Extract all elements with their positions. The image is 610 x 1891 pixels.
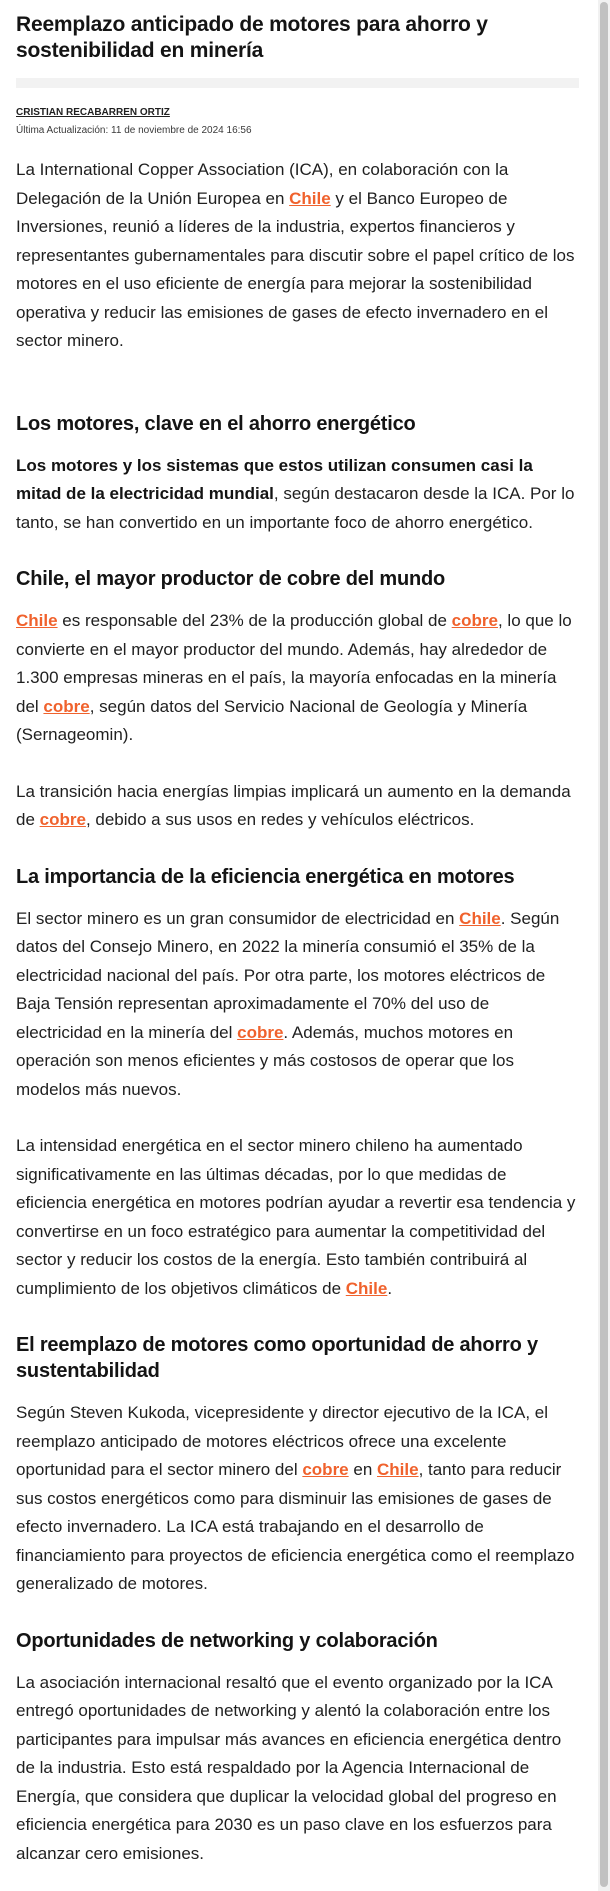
text-run: El sector minero es un gran consumidor de electricidad en: [16, 908, 460, 928]
text-run: . Según datos del Consejo Minero, en 2022 la minería consumió el 35% de la electricidad nacional del país. Por otra parte, los motores eléctricos de Baja Tensión representan aproximadamente el 70% del uso de electricidad en la minería del: [16, 908, 560, 1042]
keyword-link-chile[interactable]: Chile: [345, 1278, 388, 1298]
text-run: . Además, muchos motores en operación son menos eficientes y más costosos de operar que los modelos más nuevos.: [16, 1022, 514, 1099]
article: [16, 8, 579, 1868]
paragraph-reemplazo: [16, 1399, 579, 1599]
text-run: y el Banco Europeo de Inversiones, reunió a líderes de la industria, expertos financieros y representantes gubernamentales para discutir sobre el papel crítico de los motores en el uso eficiente de energía para mejorar la sostenibilidad operativa y reducir las emisiones de gases de efecto invernadero en el sector minero.: [16, 188, 575, 350]
text-run: , tanto para reducir sus costos energéticos como para disminuir las emisiones de gases de efecto invernadero. La ICA está trabajando en el desarrollo de financiamiento para proyectos de eficiencia energética como el reemplazo generalizado de motores.: [16, 1460, 575, 1593]
paragraph-chile-cobre-1: [16, 607, 579, 750]
keyword-link-chile[interactable]: Chile: [377, 1460, 419, 1479]
section-heading-chile-cobre: Chile, el mayor productor de cobre del mundo: [16, 568, 446, 590]
paragraph-chile-cobre-2: [16, 778, 579, 835]
text-run: Según Steven Kukoda, vicepresidente y director ejecutivo de la ICA, el reemplazo anticipado de motores eléctricos ofrece una excelente oportunidad para el sector minero del: [16, 1403, 549, 1479]
keyword-link-cobre[interactable]: cobre: [39, 810, 86, 829]
text-run: La transición hacia energías limpias implicará un aumento en la demanda de: [16, 781, 571, 829]
keyword-link-cobre[interactable]: cobre: [43, 696, 90, 716]
text-run: , según destacaron desde la ICA. Por lo tanto, se han convertido en un importante foco de ahorro energético.: [16, 484, 575, 532]
text-run: es responsable del 23% de la producción global de: [57, 611, 452, 630]
section-heading-motores: Los motores, clave en el ahorro energético: [16, 412, 416, 435]
keyword-link-cobre[interactable]: cobre: [237, 1022, 284, 1042]
section-heading-eficiencia: La importancia de la eficiencia energética en motores: [16, 865, 515, 888]
paragraph-eficiencia-1: [16, 905, 579, 1105]
paragraph-motores: [16, 452, 579, 538]
bold-statement: Los motores y los sistemas que estos utilizan consumen casi la mitad de la electricidad mundial: [16, 455, 533, 503]
scrollbar-track[interactable]: [598, 0, 610, 1891]
last-updated: [16, 124, 579, 138]
text-run: .: [387, 1278, 393, 1298]
text-run: La International Copper Association (ICA), en colaboración con la Delegación de la Unión Europea en: [16, 160, 509, 208]
keyword-link-chile[interactable]: Chile: [289, 188, 331, 208]
text-run: , según datos del Servicio Nacional de Geología y Minería (Sernageomin).: [16, 696, 528, 744]
section-heading-reemplazo: El reemplazo de motores como oportunidad de ahorro y sustentabilidad: [16, 1334, 538, 1382]
keyword-link-chile[interactable]: Chile: [16, 611, 58, 630]
section-heading-networking: Oportunidades de networking y colaboración: [16, 1629, 438, 1652]
text-run: La intensidad energética en el sector minero chileno ha aumentado significativamente en las últimas décadas, por lo que medidas de eficiencia energética en motores podrían ayudar a revertir esa tendencia y convertirse en un foco estratégico para aumentar la competitividad del sector y reducir los costos de la energía. Esto también contribuirá al cumplimiento de los objetivos climáticos de: [16, 1136, 576, 1298]
title-divider: [16, 78, 579, 88]
keyword-link-cobre[interactable]: cobre: [302, 1460, 349, 1479]
keyword-link-cobre[interactable]: cobre: [451, 611, 498, 630]
article-title: Reemplazo anticipado de motores para ahorro y sostenibilidad en minería: [16, 13, 488, 62]
last-updated-date: 11 de noviembre de 2024 16:56: [111, 125, 252, 136]
keyword-link-chile[interactable]: Chile: [459, 908, 501, 928]
author-link[interactable]: CRISTIAN RECABARREN ORTIZ: [16, 107, 170, 118]
text-run: en: [348, 1460, 377, 1479]
scrollbar-thumb[interactable]: [600, 2, 608, 1887]
paragraph-networking: La asociación internacional resaltó que el evento organizado por la ICA entregó oportunidades de networking y alentó la colaboración entre los participantes para impulsar más avances en eficiencia energética dentro de la industria. Esto está respaldado por la Agencia Internacional de Energía, que considera que duplicar la velocidad global del progreso en eficiencia energética para 2030 es un paso clave en los esfuerzos para alcanzar cero emisiones.: [16, 1672, 562, 1863]
text-run: , debido a sus usos en redes y vehículos eléctricos.: [85, 810, 475, 829]
last-updated-label: Última Actualización:: [16, 125, 112, 136]
text-run: , lo que lo convierte en el mayor productor del mundo. Además, hay alrededor de 1.300 empresas mineras en el país, la mayoría enfocadas en la minería del: [16, 611, 572, 716]
paragraph-eficiencia-2: [16, 1132, 579, 1303]
intro-paragraph: [16, 156, 579, 356]
